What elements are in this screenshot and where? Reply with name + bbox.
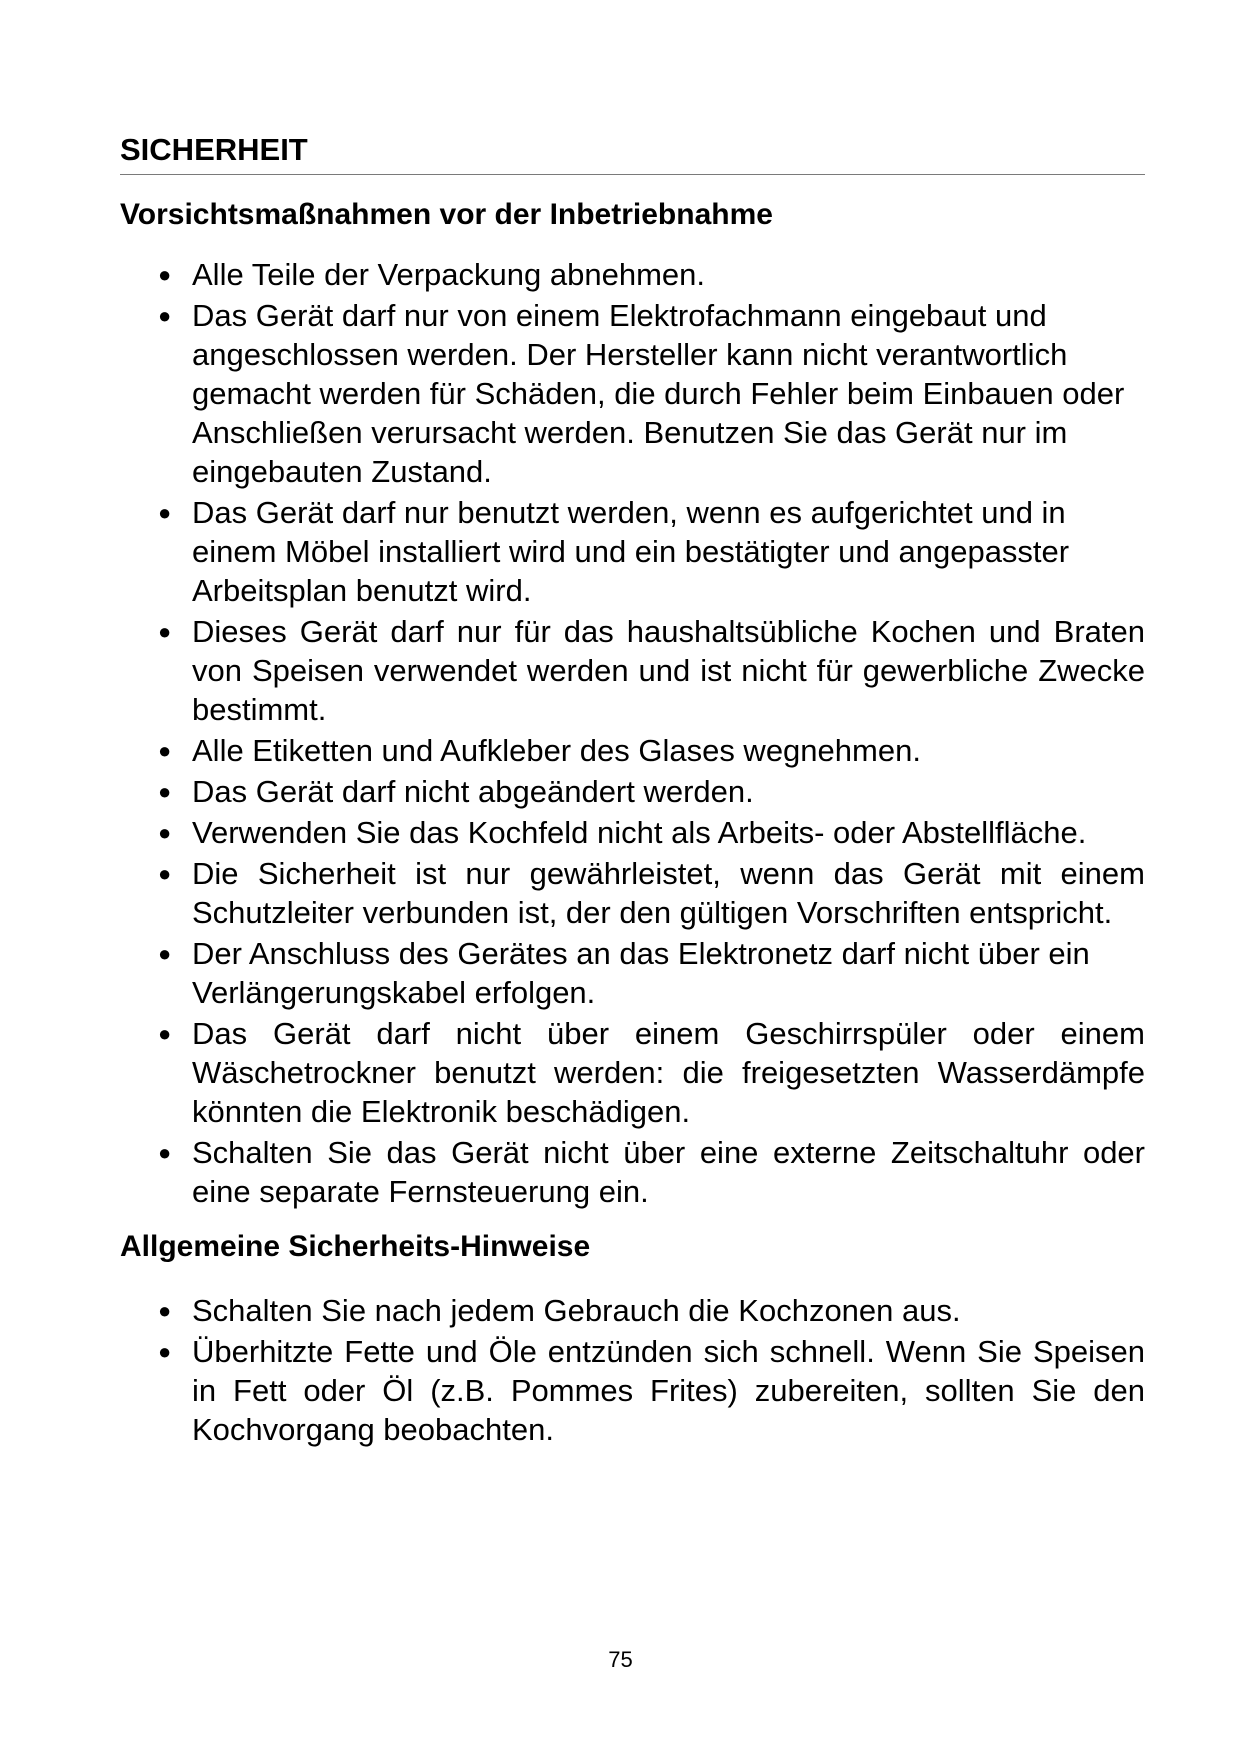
list-item bbox=[120, 493, 1145, 610]
bullet-icon: ● bbox=[158, 779, 172, 804]
list-item-text: Alle Teile der Verpackung abnehmen. bbox=[192, 257, 705, 292]
bullet-icon: ● bbox=[158, 303, 172, 328]
subsection-title-general-safety: Allgemeine Sicherheits-Hinweise bbox=[120, 1230, 591, 1263]
list-item bbox=[120, 934, 1145, 1012]
list-item-text: Das Gerät darf nicht über einem Geschirrspüler oder einem Wäschetrockner benutzt werden: die freigesetzten Wasserdämpfe könnten die Elektronik beschädigen. bbox=[192, 1016, 1145, 1129]
bullet-icon: ● bbox=[158, 500, 172, 525]
section-title: SICHERHEIT bbox=[120, 128, 1145, 175]
list-item-text: Überhitzte Fette und Öle entzünden sich schnell. Wenn Sie Speisen in Fett oder Öl (z.B. Pommes Frites) zubereiten, sollten Sie den Kochvorgang beobachten. bbox=[192, 1334, 1145, 1447]
bullet-icon: ● bbox=[158, 820, 172, 845]
page-content bbox=[120, 128, 1145, 1451]
list-item bbox=[120, 731, 1145, 770]
list-item-text: Das Gerät darf nicht abgeändert werden. bbox=[192, 774, 754, 809]
list-item-text: Dieses Gerät darf nur für das haushaltsübliche Kochen und Braten von Speisen verwendet werden und ist nicht für gewerbliche Zwecke bestimmt. bbox=[192, 614, 1145, 727]
list-item bbox=[120, 612, 1145, 729]
precautions-list bbox=[120, 255, 1145, 1211]
page-number: 75 bbox=[608, 1647, 633, 1672]
bullet-icon: ● bbox=[158, 1021, 172, 1046]
subsection-title-precautions: Vorsichtsmaßnahmen vor der Inbetriebnahme bbox=[120, 198, 773, 231]
list-item-text: Das Gerät darf nur von einem Elektrofachmann eingebaut und angeschlossen werden. Der Hersteller kann nicht verantwortlich gemacht werden für Schäden, die durch Fehler beim Einbauen oder Anschließen verursacht werden. Benutzen Sie das Gerät nur im eingebauten Zustand. bbox=[192, 298, 1125, 489]
list-item-text: Alle Etiketten und Aufkleber des Glases wegnehmen. bbox=[192, 733, 921, 768]
bullet-icon: ● bbox=[158, 262, 172, 287]
bullet-icon: ● bbox=[158, 941, 172, 966]
list-item-text: Das Gerät darf nur benutzt werden, wenn es aufgerichtet und in einem Möbel installiert wird und ein bestätigter und angepasster Arbeitsplan benutzt wird. bbox=[192, 495, 1070, 608]
bullet-icon: ● bbox=[158, 619, 172, 644]
bullet-icon: ● bbox=[158, 861, 172, 886]
bullet-icon: ● bbox=[158, 738, 172, 763]
list-item bbox=[120, 1332, 1145, 1449]
bullet-icon: ● bbox=[158, 1339, 172, 1364]
list-item bbox=[120, 1291, 1145, 1330]
list-item-text: Verwenden Sie das Kochfeld nicht als Arbeits- oder Abstellfläche. bbox=[192, 815, 1087, 850]
list-item-text: Schalten Sie nach jedem Gebrauch die Kochzonen aus. bbox=[192, 1293, 961, 1328]
list-item bbox=[120, 772, 1145, 811]
list-item-text: Die Sicherheit ist nur gewährleistet, wenn das Gerät mit einem Schutzleiter verbunden ist, der den gültigen Vorschriften entspricht. bbox=[192, 856, 1145, 930]
list-item-text: Schalten Sie das Gerät nicht über eine externe Zeitschaltuhr oder eine separate Fernsteuerung ein. bbox=[192, 1135, 1145, 1209]
list-item bbox=[120, 1133, 1145, 1211]
list-item-text: Der Anschluss des Gerätes an das Elektronetz darf nicht über ein Verlängerungskabel erfolgen. bbox=[192, 936, 1090, 1010]
list-item bbox=[120, 813, 1145, 852]
list-item bbox=[120, 854, 1145, 932]
list-item bbox=[120, 255, 1145, 294]
general-safety-list bbox=[120, 1291, 1145, 1449]
bullet-icon: ● bbox=[158, 1140, 172, 1165]
list-item bbox=[120, 296, 1145, 491]
list-item bbox=[120, 1014, 1145, 1131]
bullet-icon: ● bbox=[158, 1298, 172, 1323]
